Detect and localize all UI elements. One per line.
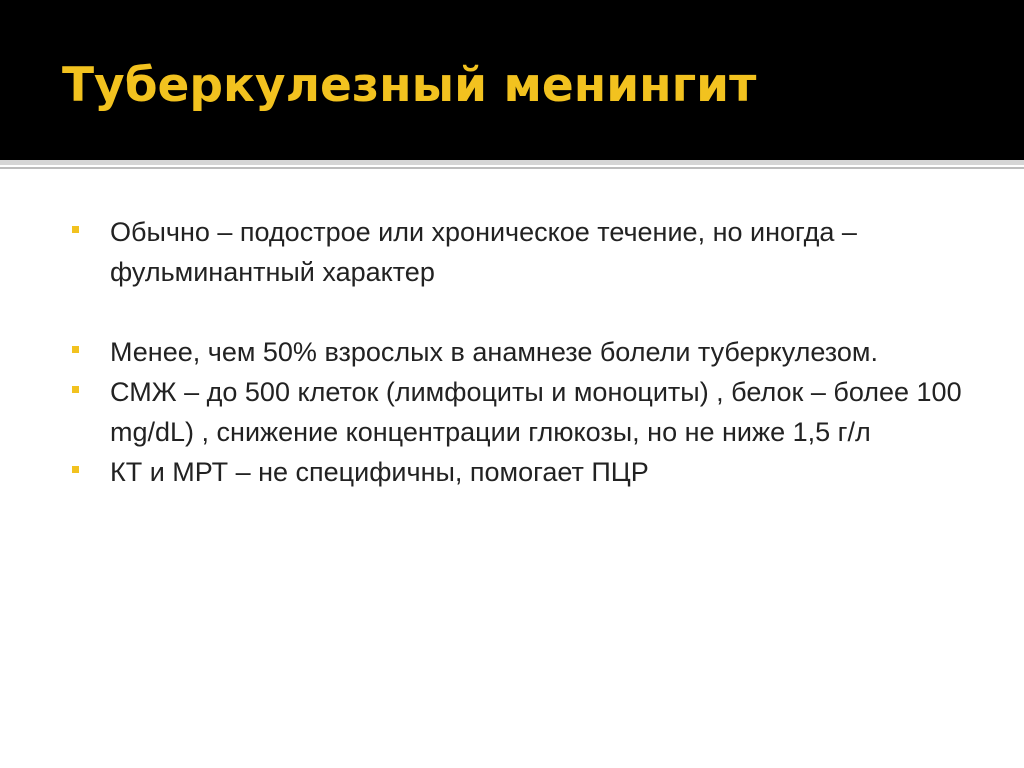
bullet-item — [72, 372, 972, 452]
bullet-text: КТ и МРТ – не специфичны, помогает ПЦР — [110, 457, 649, 487]
bullet-item — [72, 212, 972, 292]
bullet-square-icon — [72, 466, 79, 473]
bullet-square-icon — [72, 386, 79, 393]
bullet-text: Менее, чем 50% взрослых в анамнезе болели туберкулезом. — [110, 337, 878, 367]
bullet-list — [72, 212, 972, 492]
divider-line — [0, 160, 1024, 165]
bullet-square-icon — [72, 226, 79, 233]
bullet-square-icon — [72, 346, 79, 353]
bullet-item — [72, 332, 972, 372]
bullet-text: Обычно – подострое или хроническое течение, но иногда – фульминантный характер — [110, 217, 857, 287]
divider-line-thin — [0, 167, 1024, 169]
slide-title: Туберкулезный менингит — [62, 58, 757, 113]
title-band — [0, 0, 1024, 160]
bullet-text: СМЖ – до 500 клеток (лимфоциты и моноциты) , белок – более 100 mg/dL) , снижение концентрации глюкозы, но не ниже 1,5 г/л — [110, 377, 962, 447]
bullet-item — [72, 452, 972, 492]
